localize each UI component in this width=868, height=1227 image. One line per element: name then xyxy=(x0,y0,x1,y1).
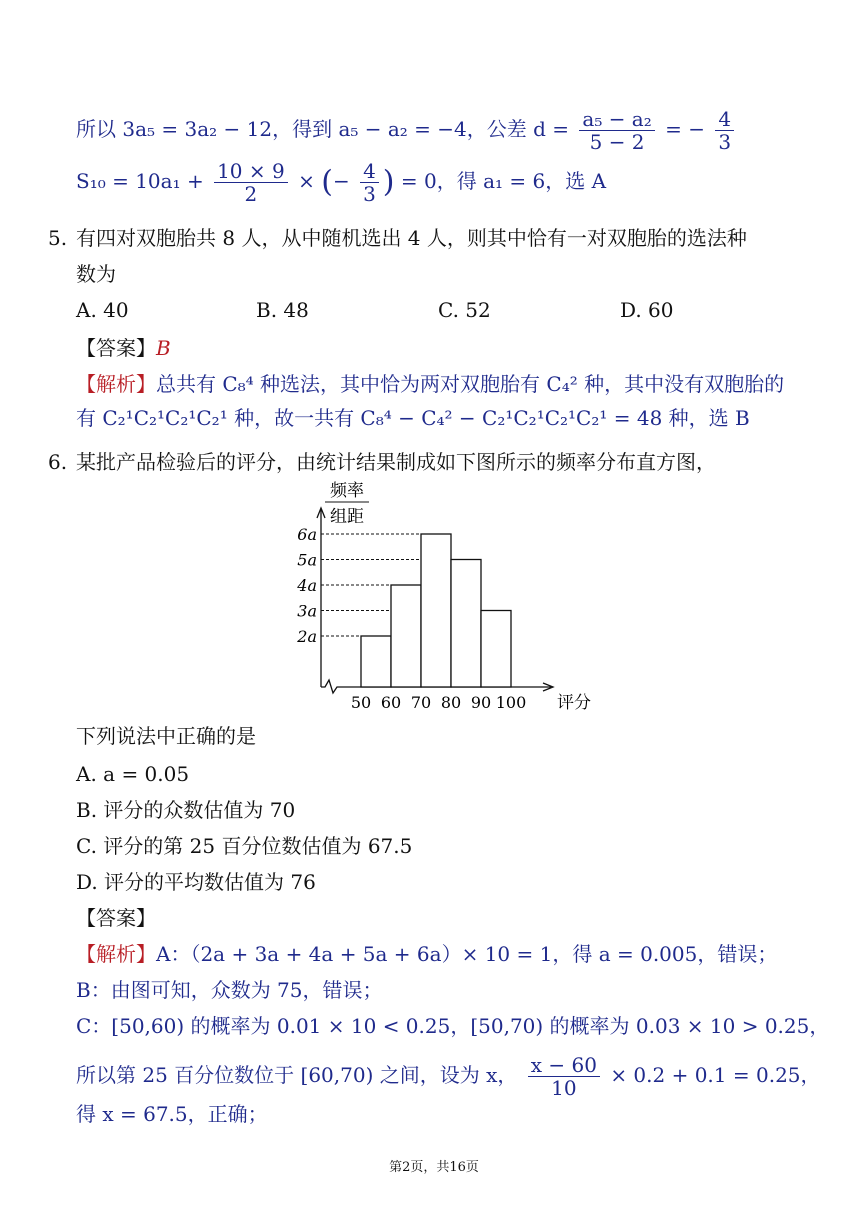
fraction-denominator: 10 xyxy=(551,1076,577,1100)
fraction-numerator: 4 xyxy=(715,108,734,131)
fraction-denominator: 3 xyxy=(363,182,376,206)
histogram-bar xyxy=(451,560,481,688)
analysis-text: 总共有 C₈⁴ 种选法，其中恰为两对双胞胎有 C₄² 种，其中没有双胞胎的 xyxy=(156,372,785,396)
x-tick-label: 50 xyxy=(350,693,372,712)
x-axis-label: 评分 xyxy=(557,693,591,713)
q6-analysis-c: C：[50,60) 的概率为 0.01 × 10 < 0.25，[50,70) 的概率为 0.03 × 10 > 0.25， xyxy=(76,1014,830,1038)
analysis-label: 【解析】 xyxy=(76,942,156,966)
histogram-bar xyxy=(361,636,391,687)
paren-close: ) xyxy=(382,164,395,200)
y-tick-label: 5a xyxy=(297,550,317,570)
q6-stem: 某批产品检验后的评分，由统计结果制成如下图所示的频率分布直方图， xyxy=(76,450,716,474)
fraction-denominator: 3 xyxy=(718,130,732,154)
q5-analysis-line-1 xyxy=(76,372,784,396)
fraction-numerator: 10 × 9 xyxy=(214,160,288,183)
q5-option-c: C. 52 xyxy=(438,298,491,322)
answer-label: 【答案】 xyxy=(76,336,156,360)
solution-text-2b: = 0，得 a₁ = 6，选 A xyxy=(400,169,607,193)
fraction-numerator: 4 xyxy=(360,160,379,183)
fraction-numerator: a₅ − a₂ xyxy=(579,108,654,131)
fraction xyxy=(528,1054,600,1099)
y-tick-label: 2a xyxy=(297,627,317,646)
answer-value: B xyxy=(156,336,171,360)
y-label-top: 频率 xyxy=(330,481,364,501)
q5-stem-line-1: 有四对双胞胎共 8 人，从中随机选出 4 人，则其中恰有一对双胞胎的选法种 xyxy=(76,226,747,250)
solution-line-2 xyxy=(76,160,606,205)
y-tick-label: 6a xyxy=(297,525,317,544)
x-tick-label: 70 xyxy=(410,693,432,712)
fraction xyxy=(715,108,734,153)
q6-number: 6. xyxy=(48,450,68,474)
solution-line-1 xyxy=(76,108,738,153)
equals-minus: = − xyxy=(665,117,705,141)
x-tick-label: 60 xyxy=(380,693,402,712)
page-footer: 第2页，共16页 xyxy=(389,1160,479,1175)
fraction xyxy=(360,160,379,205)
q6-prompt: 下列说法中正确的是 xyxy=(76,724,256,748)
histogram-bar xyxy=(391,585,421,687)
q6-option-a: A. a = 0.05 xyxy=(76,762,190,786)
x-tick-label: 100 xyxy=(495,693,527,712)
q6-option-d: D. 评分的平均数估值为 76 xyxy=(76,870,316,894)
analysis-text: A：（2a + 3a + 4a + 5a + 6a）× 10 = 1，得 a = 0.005，错误； xyxy=(156,942,778,966)
q6-option-b: B. 评分的众数估值为 70 xyxy=(76,798,296,822)
fraction xyxy=(579,108,654,153)
q5-stem-line-2: 数为 xyxy=(76,262,116,286)
minus-sign: − xyxy=(332,169,350,193)
frequency-histogram xyxy=(285,481,591,713)
q5-option-d: D. 60 xyxy=(620,298,674,322)
analysis-label: 【解析】 xyxy=(76,372,156,396)
q6-analysis-a xyxy=(76,942,777,966)
fraction-numerator: x − 60 xyxy=(528,1054,600,1077)
q5-option-b: B. 48 xyxy=(256,298,309,322)
paren-open: ( xyxy=(321,164,333,200)
analysis-text: × 0.2 + 0.1 = 0.25， xyxy=(610,1063,821,1087)
q6-analysis-d xyxy=(76,1054,821,1099)
x-tick-label: 80 xyxy=(440,693,462,712)
y-tick-label: 4a xyxy=(297,576,317,595)
x-tick-label: 90 xyxy=(470,693,492,712)
solution-text-1: 所以 3a₅ = 3a₂ − 12，得到 a₅ − a₂ = −4，公差 d = xyxy=(76,117,570,141)
q5-answer xyxy=(76,336,171,360)
q6-option-c: C. 评分的第 25 百分位数估值为 67.5 xyxy=(76,834,413,858)
y-tick-label: 3a xyxy=(297,601,317,621)
q6-analysis-b: B：由图可知，众数为 75，错误； xyxy=(76,978,383,1002)
histogram-bar xyxy=(421,534,451,687)
fraction xyxy=(214,160,288,205)
times-sign: × xyxy=(298,169,315,193)
q6-analysis-e: 得 x = 67.5，正确； xyxy=(76,1102,268,1126)
solution-text-2a: S₁₀ = 10a₁ + xyxy=(76,169,204,193)
analysis-text: 所以第 25 百分位数位于 [60,70) 之间，设为 x， xyxy=(76,1063,518,1087)
q6-answer-label: 【答案】 xyxy=(76,906,156,930)
q5-number: 5. xyxy=(48,226,68,250)
q5-analysis-line-2: 有 C₂¹C₂¹C₂¹C₂¹ 种，故一共有 C₈⁴ − C₄² − C₂¹C₂¹C₂¹C₂¹ = 48 种，选 B xyxy=(76,406,750,430)
y-label-bottom: 组距 xyxy=(330,507,364,527)
histogram-bar xyxy=(481,611,511,688)
fraction-denominator: 5 − 2 xyxy=(589,130,645,154)
fraction-denominator: 2 xyxy=(244,182,258,206)
q5-option-a: A. 40 xyxy=(76,298,129,322)
